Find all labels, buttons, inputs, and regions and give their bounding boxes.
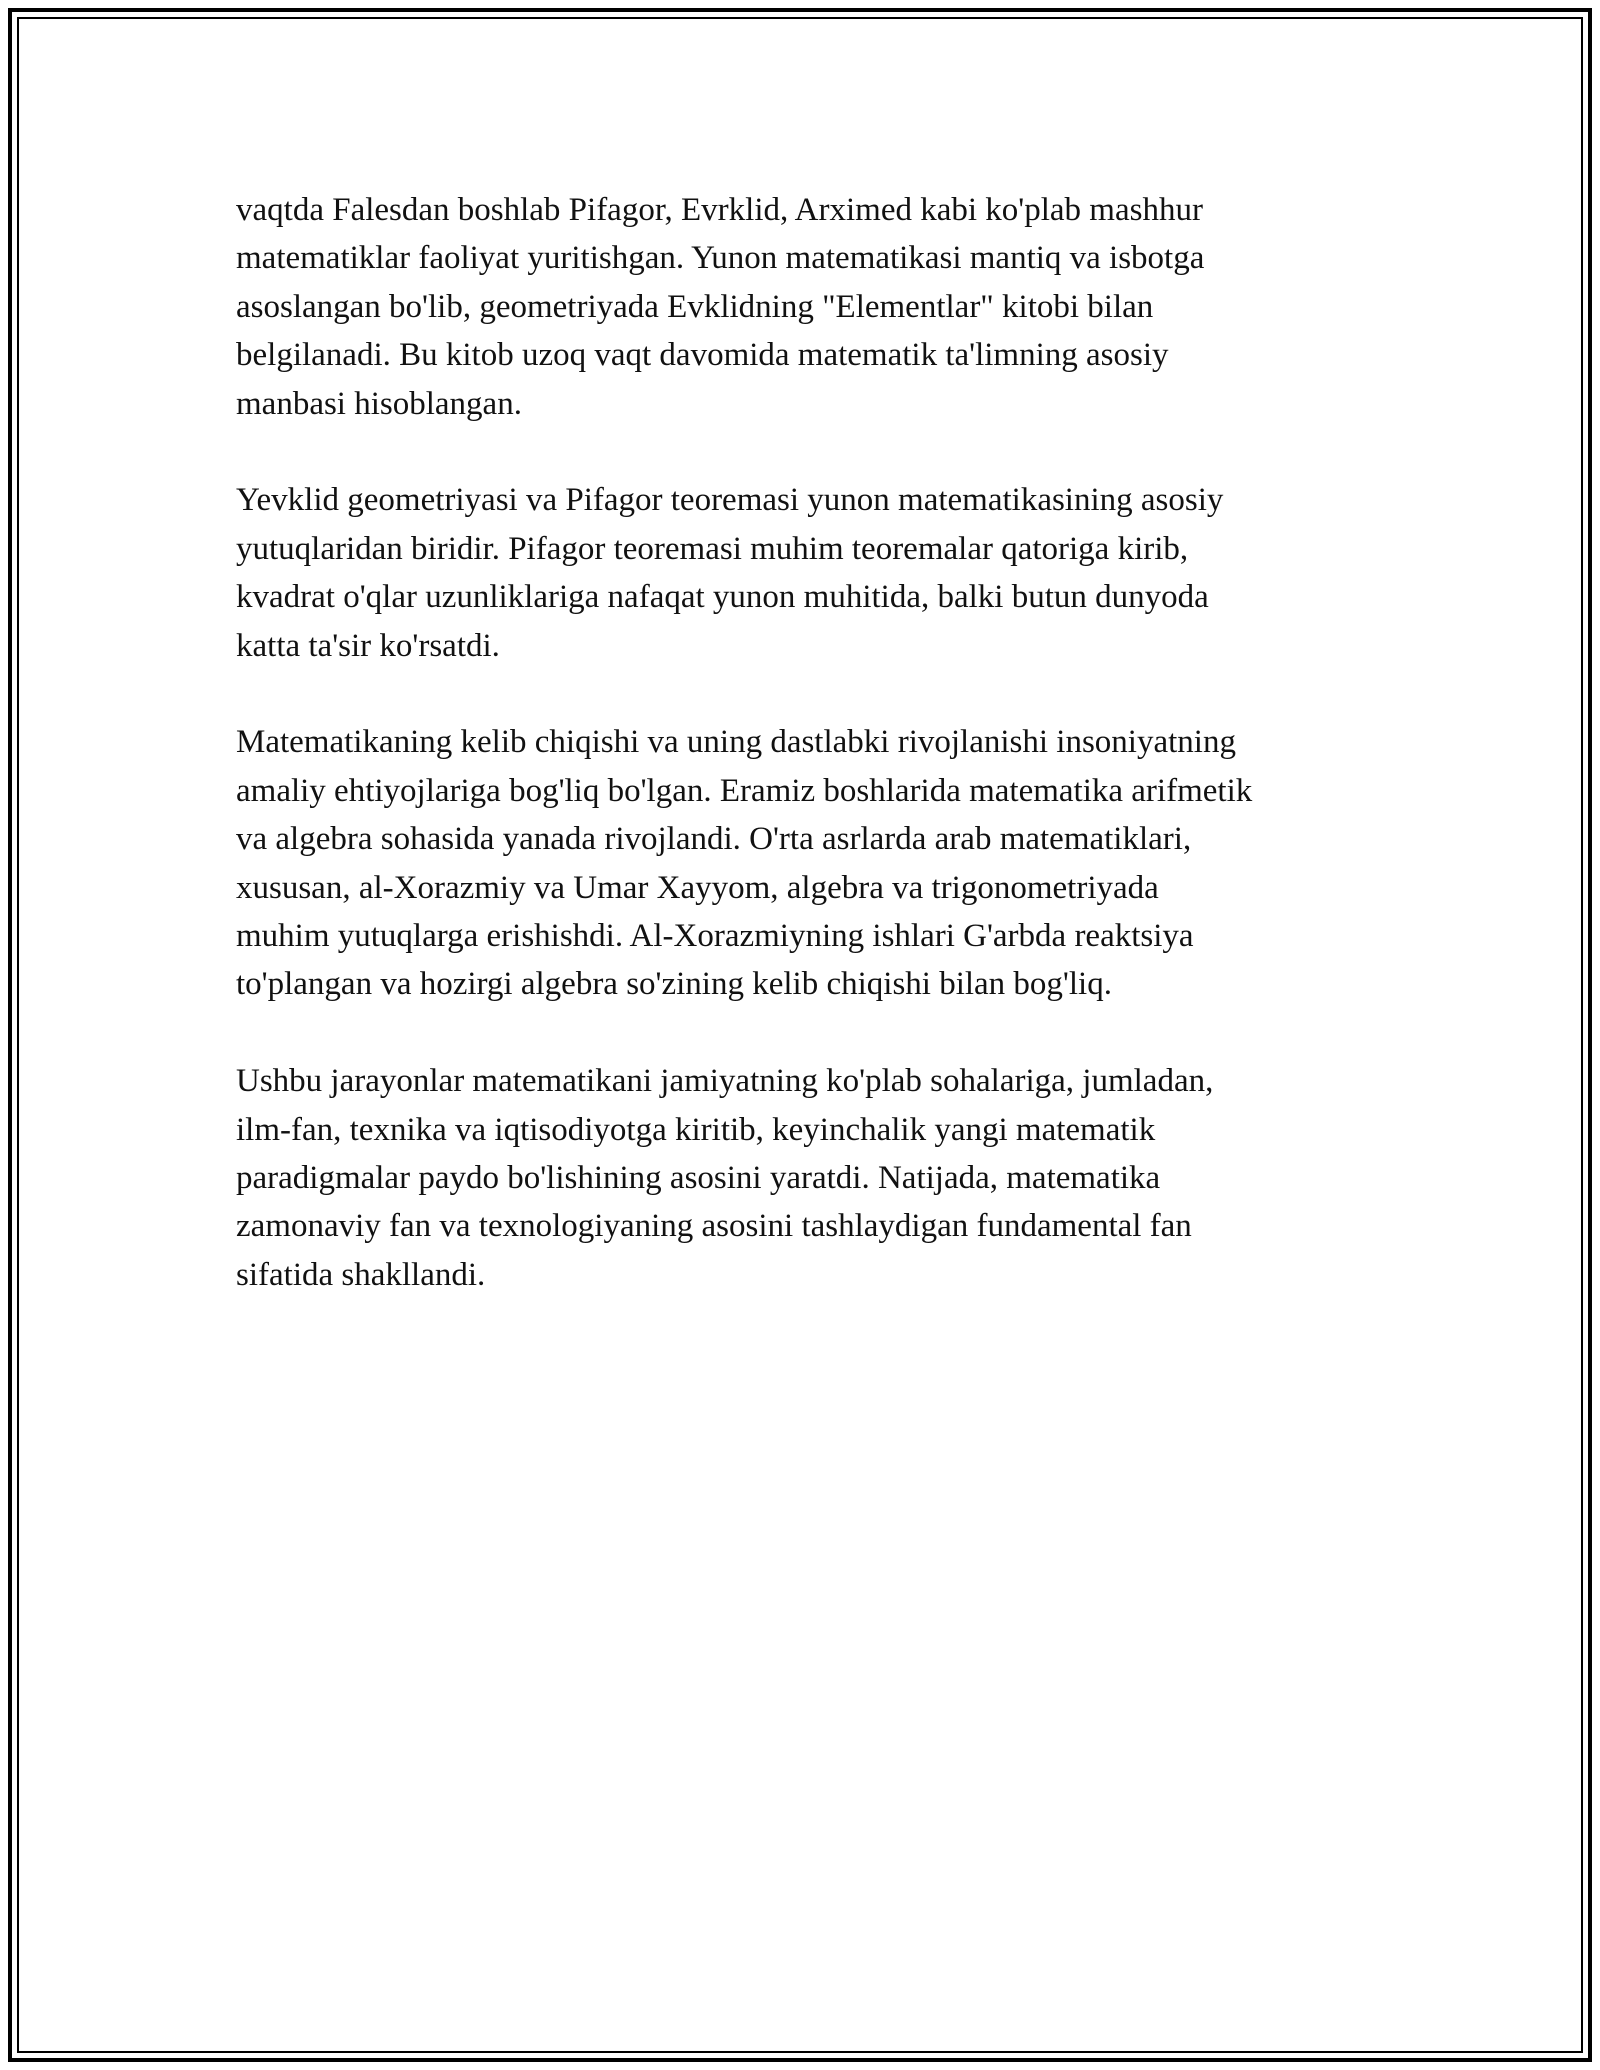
text-line: amaliy ehtiyojlariga bog'liq bo'lgan. Eramiz boshlarida matematika arifmetik [236, 772, 1253, 809]
paragraph-3 [236, 718, 1436, 1008]
text-line: sifatida shakllandi. [236, 1256, 486, 1293]
paragraph-1 [236, 186, 1436, 428]
text-line: xususan, al-Xorazmiy va Umar Xayyom, algebra va trigonometriyada [236, 869, 1159, 906]
text-line: asoslangan bo'lib, geometriyada Evklidning "Elementlar" kitobi bilan [236, 288, 1154, 325]
text-line: belgilanadi. Bu kitob uzoq vaqt davomida matematik ta'limning asosiy [236, 337, 1169, 374]
text-line: Ushbu jarayonlar matematikani jamiyatning ko'plab sohalariga, jumladan, [236, 1063, 1214, 1100]
text-line: katta ta'sir ko'rsatdi. [236, 627, 500, 664]
text-line: ilm-fan, texnika va iqtisodiyotga kiritib, keyinchalik yangi matematik [236, 1111, 1156, 1148]
text-line: matematiklar faoliyat yuritishgan. Yunon matematikasi mantiq va isbotga [236, 240, 1205, 277]
text-line: va algebra sohasida yanada rivojlandi. O'rta asrlarda arab matematiklari, [236, 821, 1192, 858]
paragraph-2 [236, 476, 1436, 670]
text-line: zamonaviy fan va texnologiyaning asosini tashlaydigan fundamental fan [236, 1208, 1192, 1245]
text-line: vaqtda Falesdan boshlab Pifagor, Evrklid, Arximed kabi ko'plab mashhur [236, 192, 1203, 228]
text-line: manbasi hisoblangan. [236, 385, 522, 422]
text-line: yutuqlaridan biridir. Pifagor teoremasi muhim teoremalar qatoriga kirib, [236, 530, 1189, 567]
text-line: muhim yutuqlarga erishishdi. Al-Xorazmiyning ishlari G'arbda reaktsiya [236, 918, 1194, 955]
text-line: kvadrat o'qlar uzunliklariga nafaqat yunon muhitida, balki butun dunyoda [236, 579, 1209, 616]
text-line: Matematikaning kelib chiqishi va uning dastlabki rivojlanishi insoniyatning [236, 724, 1236, 761]
text-line: to'plangan va hozirgi algebra so'zining kelib chiqishi bilan bog'liq. [236, 966, 1112, 1003]
document-body [236, 186, 1436, 1348]
text-line: Yevklid geometriyasi va Pifagor teoremasi yunon matematikasining asosiy [236, 482, 1224, 519]
paragraph-4 [236, 1057, 1436, 1299]
text-line: paradigmalar paydo bo'lishining asosini yaratdi. Natijada, matematika [236, 1160, 1161, 1197]
